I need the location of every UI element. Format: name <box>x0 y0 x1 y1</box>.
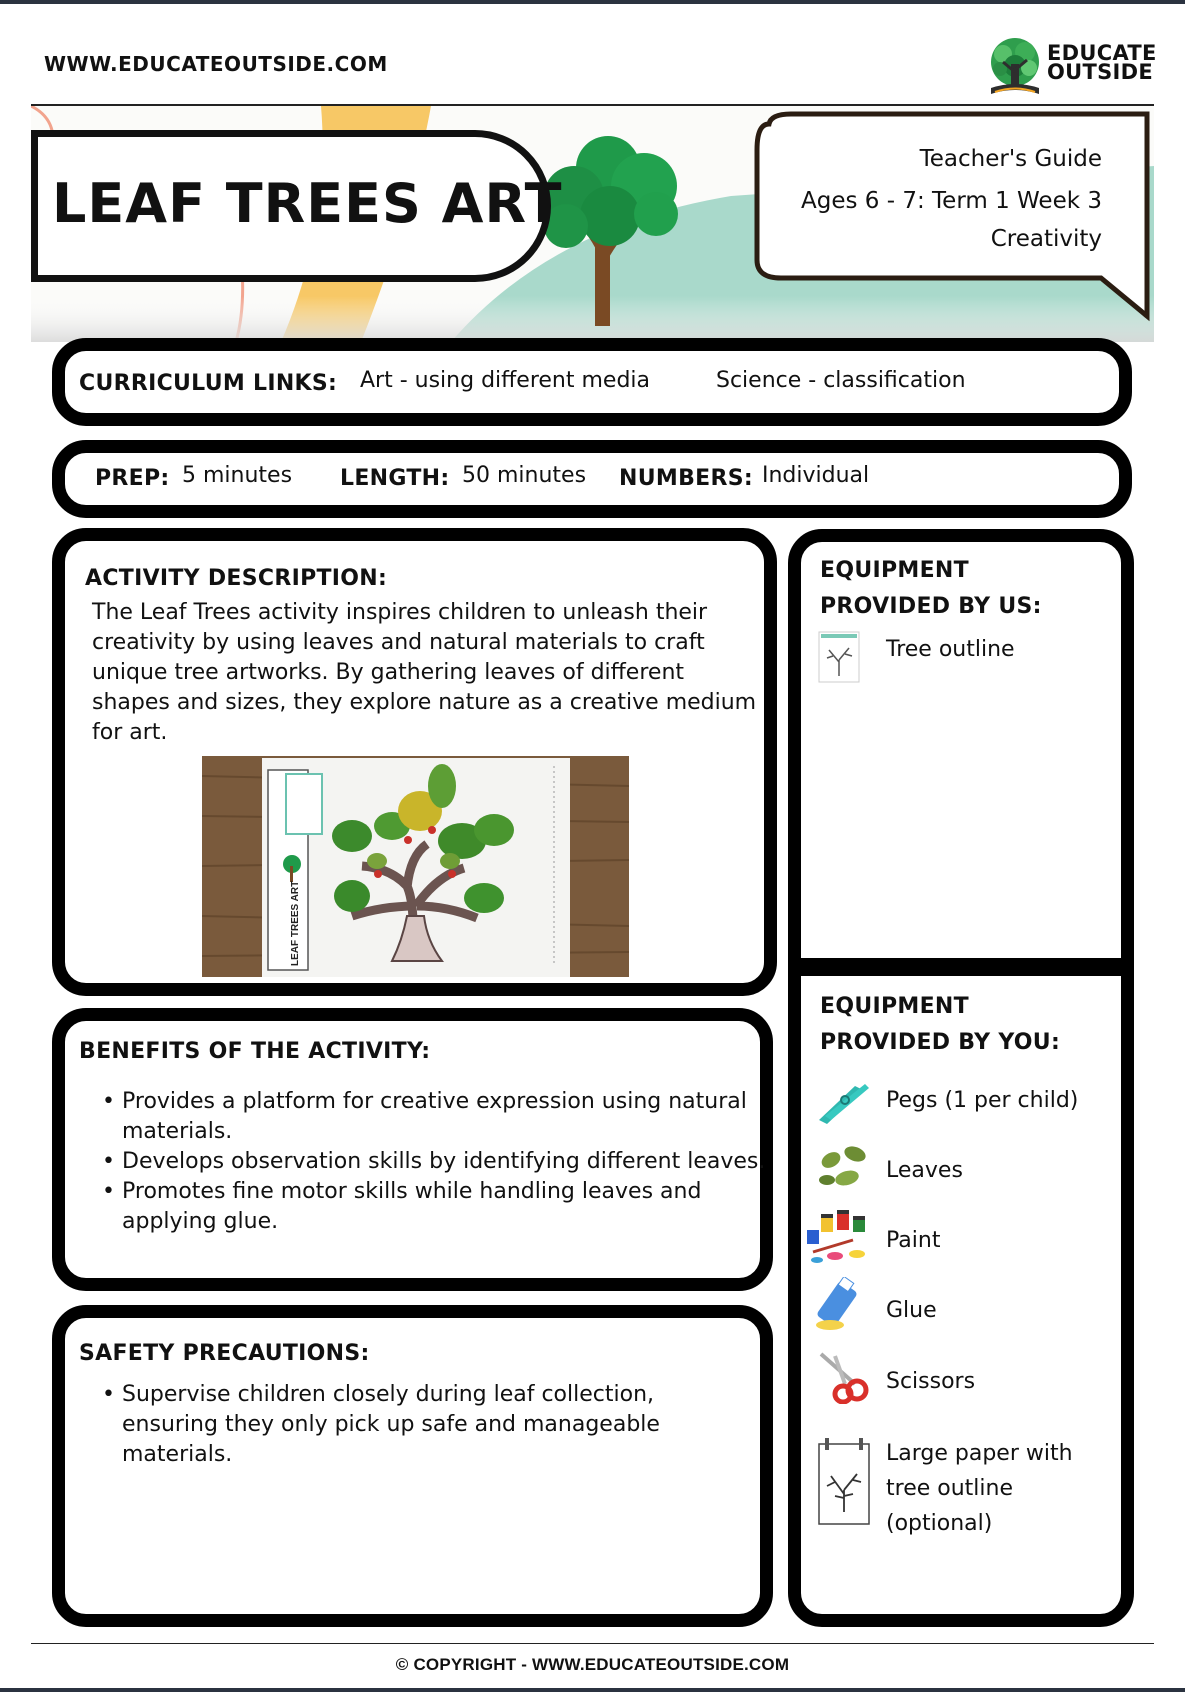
description-line: shapes and sizes, they explore nature as a creative medium <box>92 690 757 715</box>
benefit-item <box>100 1147 765 1177</box>
guide-type: Teacher's Guide <box>919 146 1102 172</box>
activity-photo <box>202 756 629 977</box>
equipment-you-heading-line1: EQUIPMENT <box>820 994 969 1019</box>
glue-icon <box>812 1277 870 1333</box>
benefit-line: • Develops observation skills by identifying different leaves. <box>122 1149 766 1174</box>
equipment-you-item-line: tree outline <box>886 1476 1013 1501</box>
numbers-value: Individual <box>762 463 870 488</box>
equipment-you-item: Scissors <box>886 1369 976 1394</box>
paint-icon <box>805 1208 875 1268</box>
photo-sheet-label: LEAF TREES ART <box>290 880 301 966</box>
equipment-you-item: Paint <box>886 1228 941 1253</box>
equipment-you-item-line: Large paper with <box>886 1441 1073 1466</box>
equipment-you-item-multiline <box>886 1436 1073 1541</box>
safety-line: materials. <box>122 1442 233 1467</box>
numbers-label: NUMBERS: <box>619 466 753 491</box>
equipment-you-heading-line2: PROVIDED BY YOU: <box>820 1030 1061 1055</box>
paper-tree-outline-icon <box>815 1436 873 1528</box>
safety-heading: SAFETY PRECAUTIONS: <box>79 1341 370 1366</box>
curriculum-link-science: Science - classification <box>716 368 966 393</box>
curriculum-label: CURRICULUM LINKS: <box>79 371 338 396</box>
bottom-edge-bar <box>0 1688 1185 1692</box>
tree-logo-icon <box>985 36 1045 100</box>
benefit-item <box>100 1087 765 1147</box>
tree-outline-sheet-icon <box>815 630 863 684</box>
prep-value: 5 minutes <box>182 463 293 488</box>
benefit-line: applying glue. <box>122 1209 279 1234</box>
safety-item <box>100 1380 660 1470</box>
description-line: The Leaf Trees activity inspires children to unleash their <box>92 600 708 625</box>
scissors-icon <box>815 1350 871 1404</box>
length-label: LENGTH: <box>340 466 450 491</box>
speech-bubble-frame <box>751 110 1151 330</box>
brand-logo[interactable] <box>985 36 1155 100</box>
prep-label: PREP: <box>95 466 170 491</box>
benefits-heading: BENEFITS OF THE ACTIVITY: <box>79 1039 431 1064</box>
description-line: creativity by using leaves and natural materials to craft <box>92 630 705 655</box>
equipment-you-item: Pegs (1 per child) <box>886 1088 1079 1113</box>
logo-line2: OUTSIDE <box>1047 60 1154 84</box>
activity-description-heading: ACTIVITY DESCRIPTION: <box>85 566 388 591</box>
benefit-line: • Provides a platform for creative expression using natural <box>122 1089 747 1114</box>
equipment-us-item: Tree outline <box>886 637 1015 662</box>
description-line: for art. <box>92 720 168 745</box>
description-line: unique tree artworks. By gathering leaves of different <box>92 660 685 685</box>
benefit-line: • Promotes fine motor skills while handling leaves and <box>122 1179 702 1204</box>
equipment-you-heading <box>820 989 1060 1061</box>
top-edge-bar <box>0 0 1185 4</box>
leaves-icon <box>815 1140 871 1192</box>
activity-description-text <box>92 598 756 748</box>
equipment-us-heading <box>820 553 1042 625</box>
logo-wordmark <box>1047 41 1157 84</box>
age-term-week: Ages 6 - 7: Term 1 Week 3 <box>801 188 1102 214</box>
copyright-notice: © COPYRIGHT - WWW.EDUCATEOUTSIDE.COM <box>395 1655 790 1674</box>
peg-icon <box>815 1078 871 1126</box>
safety-line: ensuring they only pick up safe and manageable <box>122 1412 660 1437</box>
equipment-you-item: Glue <box>886 1298 937 1323</box>
equipment-you-item-line: (optional) <box>886 1511 993 1536</box>
footer-divider <box>31 1643 1154 1644</box>
benefit-line: materials. <box>122 1119 233 1144</box>
site-url[interactable]: WWW.EDUCATEOUTSIDE.COM <box>44 52 388 76</box>
benefits-list <box>100 1087 765 1237</box>
benefit-item <box>100 1177 765 1237</box>
length-value: 50 minutes <box>462 463 587 488</box>
equipment-divider <box>798 958 1124 976</box>
leaf-tree-artwork-photo <box>202 756 629 977</box>
subject-area: Creativity <box>990 226 1102 252</box>
equipment-us-heading-line2: PROVIDED BY US: <box>820 594 1042 619</box>
page-title: LEAF TREES ART <box>52 172 563 235</box>
safety-line: • Supervise children closely during leaf collection, <box>122 1382 655 1407</box>
equipment-us-heading-line1: EQUIPMENT <box>820 558 969 583</box>
equipment-you-item: Leaves <box>886 1158 963 1183</box>
safety-list <box>100 1380 660 1470</box>
curriculum-link-art: Art - using different media <box>360 368 651 393</box>
logo-line1: EDUCATE <box>1047 41 1157 65</box>
